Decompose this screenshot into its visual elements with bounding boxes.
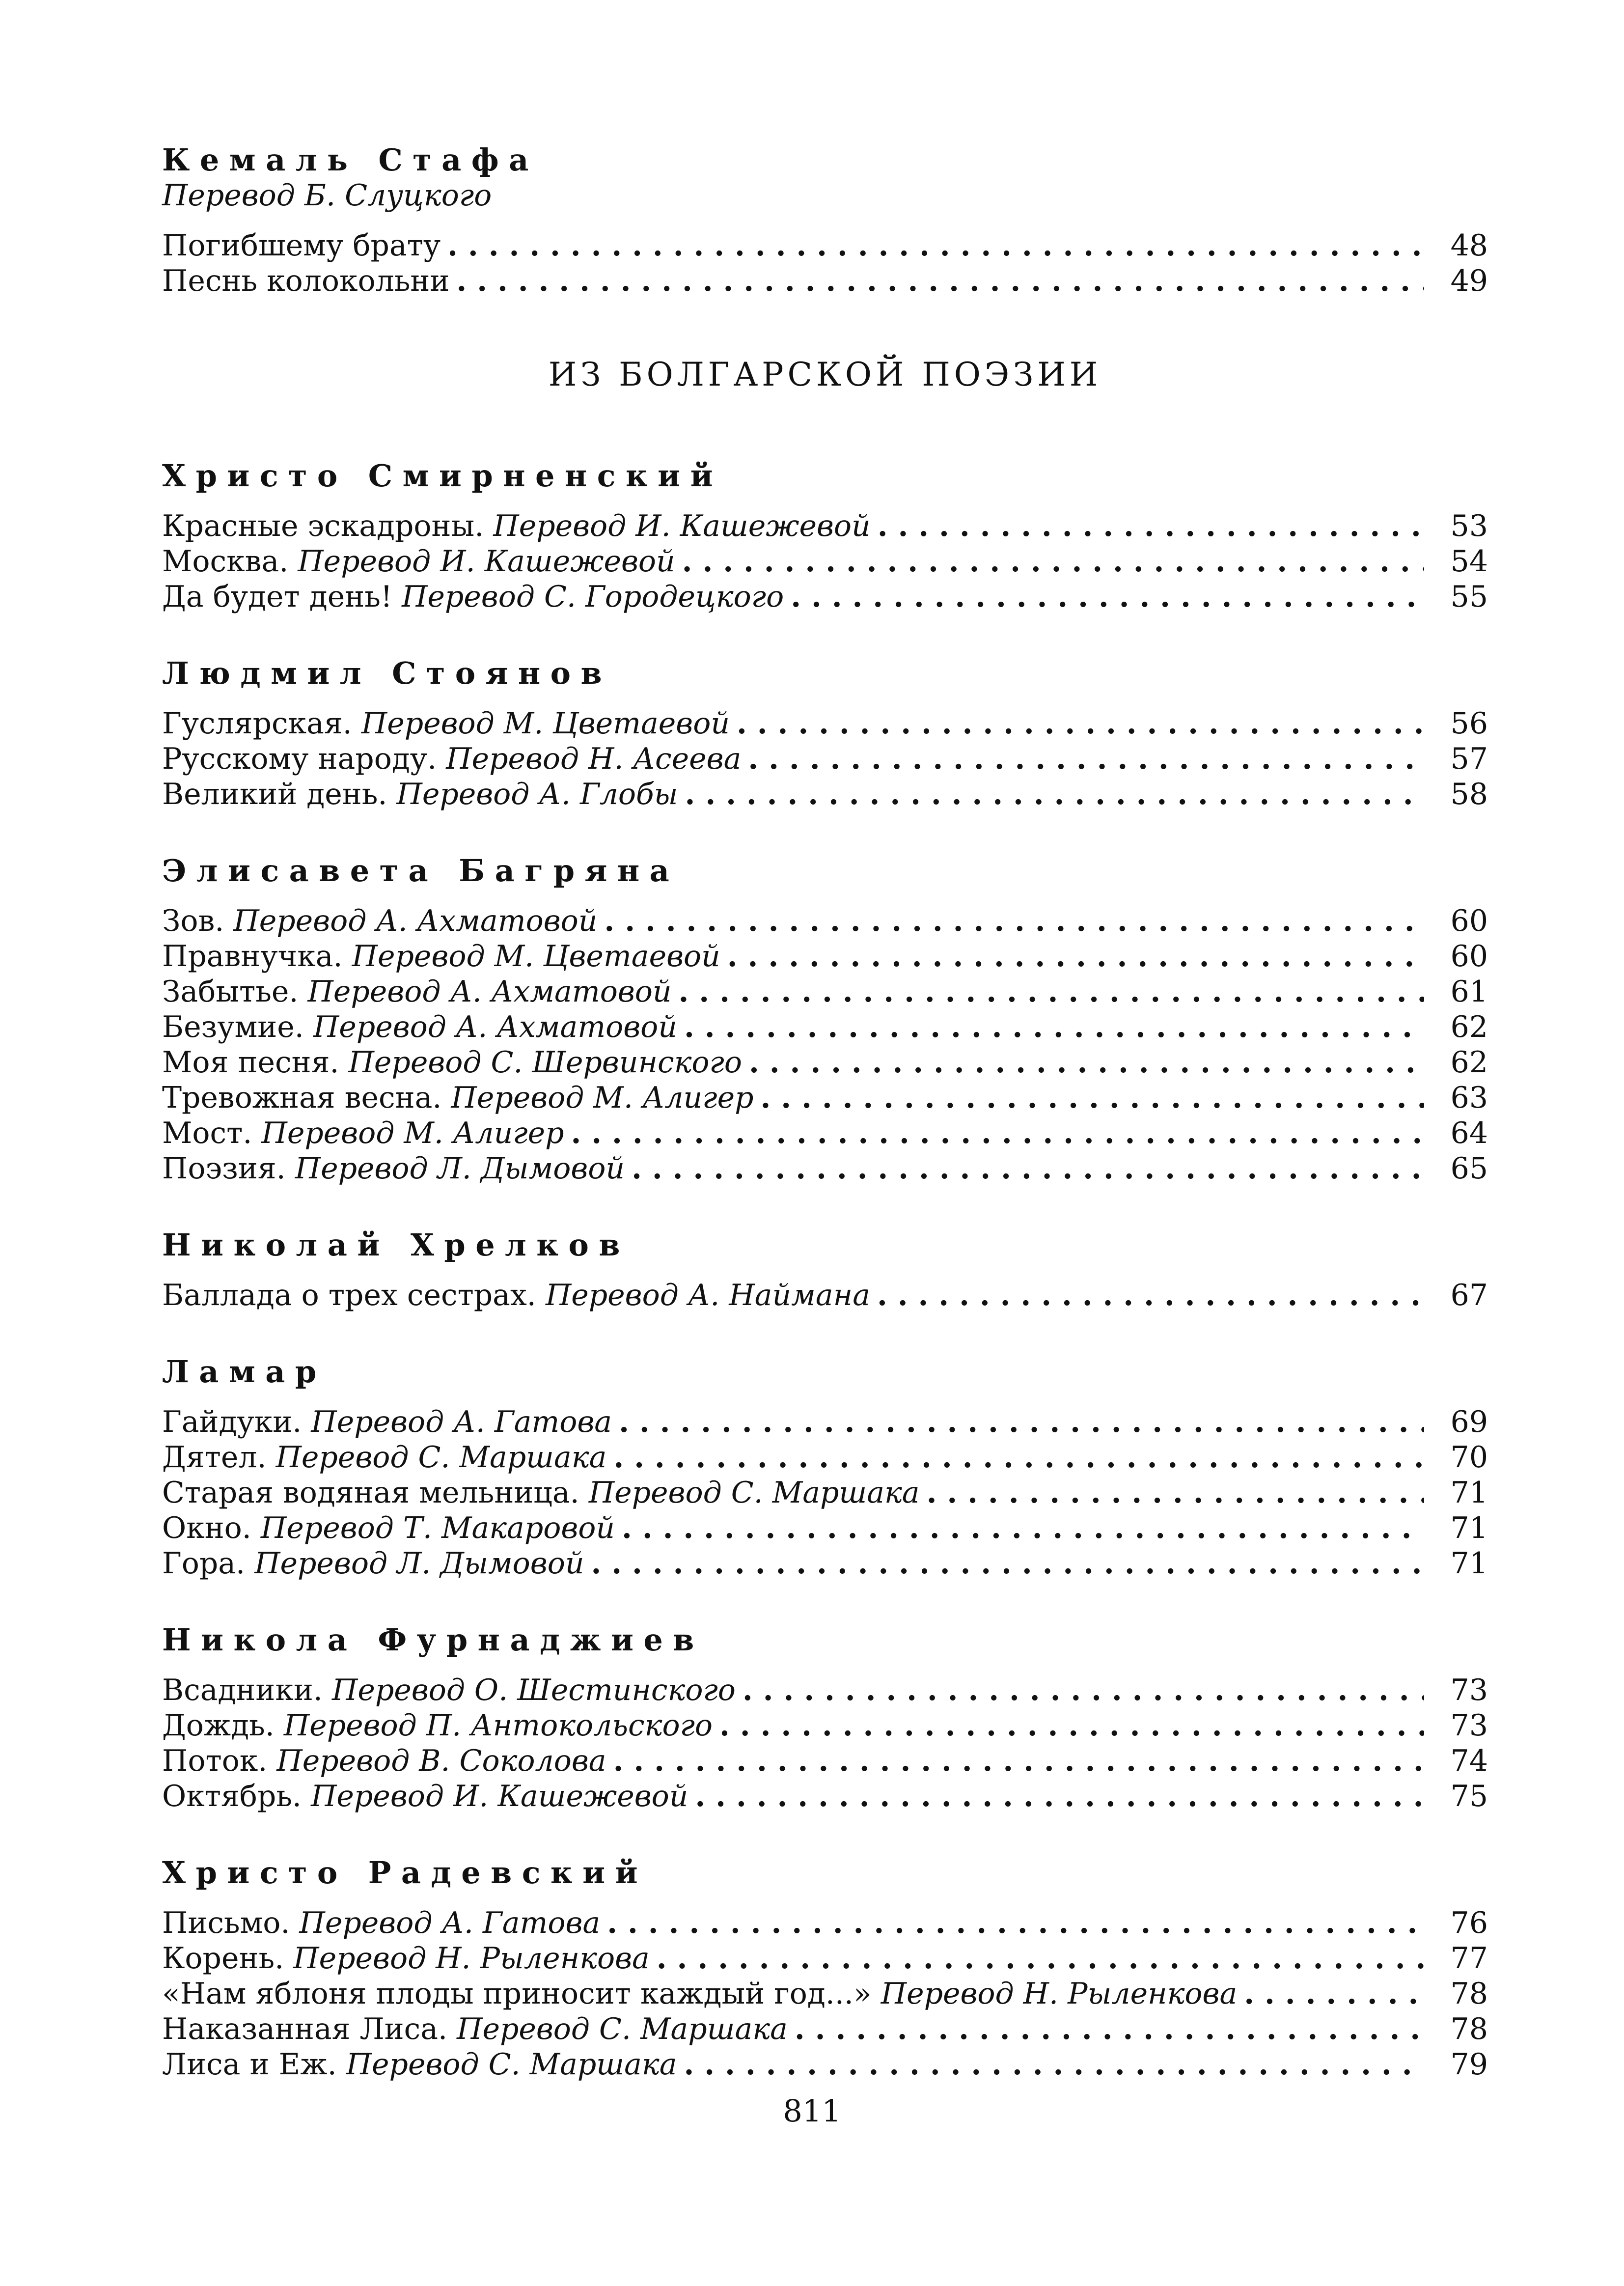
entry-translator: Перевод Н. Рыленкова [293,1941,650,1976]
page-number: 78 [1450,1977,1488,2011]
entry-translator: Перевод А. Гатова [299,1906,601,1940]
page-number: 67 [1450,1278,1488,1312]
section-gap [162,1186,1488,1227]
entry-translator: Перевод О. Шестинского [332,1673,736,1707]
entry-translator: Перевод С. Маршака [457,2012,788,2046]
entry-translator: Перевод С. Маршака [588,1476,920,1510]
toc-entry[interactable] [162,1404,1488,1440]
entry-translator: Перевод И. Кашежевой [493,509,871,543]
toc-entry[interactable] [162,544,1488,579]
entry-title: Старая водяная мельница. Перевод С. Маршака [162,1476,920,1510]
entry-title: Правнучка. Перевод М. Цветаевой [162,939,720,974]
entry-title: Тревожная весна. Перевод М. Алигер [162,1081,754,1115]
entry-translator: Перевод С. Городецкого [402,580,784,614]
author-heading: Элисавета Багряна [162,853,680,889]
dot-leader [619,1404,1424,1440]
dot-leader [604,903,1424,939]
page-number: 62 [1450,1045,1488,1080]
page-number: 58 [1450,777,1488,811]
dot-leader [749,1045,1424,1080]
entry-title: Наказанная Лиса. Перевод С. Маршака [162,2012,788,2046]
dot-leader [684,2047,1425,2082]
toc-entry[interactable] [162,974,1488,1009]
entry-title: Поэзия. Перевод Л. Дымовой [162,1151,625,1186]
dot-leader [657,1941,1424,1976]
author-heading: Ламар [162,1354,327,1390]
entry-translator: Перевод Л. Дымовой [254,1546,584,1581]
page-number: 76 [1450,1906,1488,1940]
toc-entry[interactable] [162,1151,1488,1186]
dot-leader [878,508,1424,544]
entry-title: Песнь колокольни [162,264,450,298]
dot-leader [682,544,1424,579]
translator-line: Перевод Б. Слуцкого [162,178,492,213]
entry-translator: Перевод А. Ахматовой [233,904,598,938]
dot-leader [571,1115,1425,1151]
entry-translator: Перевод И. Кашежевой [311,1779,688,1813]
entry-title: Письмо. Перевод А. Гатова [162,1906,601,1940]
toc-entry[interactable] [162,1080,1488,1115]
toc-section-kemal-stafa [162,142,1488,299]
entry-title: Дятел. Перевод С. Маршака [162,1440,607,1475]
part-title: ИЗ БОЛГАРСКОЙ ПОЭЗИИ [548,356,1102,393]
entry-list [162,903,1488,1186]
page-number: 79 [1450,2047,1488,2082]
toc-section [162,853,1488,1186]
dot-leader [695,1779,1424,1814]
page-number: 74 [1450,1744,1488,1778]
toc-entry[interactable] [162,228,1488,263]
dot-leader [607,1905,1424,1941]
toc-entry[interactable] [162,2047,1488,2082]
toc-entry[interactable] [162,706,1488,741]
page-number: 53 [1450,509,1488,543]
entry-list [162,1905,1488,2082]
dot-leader [877,1278,1424,1313]
toc-entry[interactable] [162,1440,1488,1475]
toc-entry[interactable] [162,1673,1488,1708]
entry-title: Москва. Перевод И. Кашежевой [162,544,675,579]
entry-title: Поток. Перевод В. Соколова [162,1744,606,1778]
entry-title: Гайдуки. Перевод А. Гатова [162,1405,612,1439]
entry-title: Дождь. Перевод П. Антокольского [162,1708,713,1743]
toc-section [162,656,1488,812]
toc-entry[interactable] [162,1115,1488,1151]
toc-entry[interactable] [162,903,1488,939]
entry-title: Русскому народу. Перевод Н. Асеева [162,742,742,776]
entry-title: Окно. Перевод Т. Макаровой [162,1511,615,1545]
entry-list [162,706,1488,812]
toc-section [162,1227,1488,1313]
page-number: 63 [1450,1081,1488,1115]
entry-title: Лиса и Еж. Перевод С. Маршака [162,2047,677,2082]
toc-entry[interactable] [162,1941,1488,1976]
page-number: 70 [1450,1440,1488,1475]
page-number: 71 [1450,1511,1488,1545]
dot-leader [613,1743,1424,1779]
dot-leader [743,1673,1424,1708]
entry-translator: Перевод С. Маршака [275,1440,607,1475]
entry-list [162,1673,1488,1814]
page-number: 73 [1450,1708,1488,1743]
toc-page [162,142,1488,2082]
dot-leader [748,741,1424,777]
entry-title: Зов. Перевод А. Ахматовой [162,904,598,938]
page-number: 71 [1450,1476,1488,1510]
entry-translator: Перевод А. Ахматовой [313,1010,677,1044]
toc-section [162,1354,1488,1581]
entry-translator: Перевод С. Маршака [346,2047,677,2082]
toc-entry[interactable] [162,1045,1488,1080]
page-number: 77 [1450,1941,1488,1976]
toc-entry[interactable] [162,1779,1488,1814]
page-number: 48 [1450,228,1488,263]
page-number: 75 [1450,1779,1488,1813]
entry-title: Безумие. Перевод А. Ахматовой [162,1010,677,1044]
entry-title: Октябрь. Перевод И. Кашежевой [162,1779,688,1813]
entry-title: Да будет день! Перевод С. Городецкого [162,580,784,614]
author-heading: Христо Смирненский [162,458,723,494]
entry-translator: Перевод А. Ахматовой [307,975,672,1009]
dot-leader [679,974,1424,1009]
toc-entry[interactable] [162,263,1488,299]
entry-translator: Перевод М. Цветаевой [361,706,730,741]
entry-translator: Перевод А. Глобы [396,777,678,811]
author-heading: Людмил Стоянов [162,655,612,691]
entry-title: Красные эскадроны. Перевод И. Кашежевой [162,509,871,543]
section-gap [162,1814,1488,1855]
toc-section [162,1622,1488,1814]
entry-title: Гуслярская. Перевод М. Цветаевой [162,706,730,741]
page-number: 65 [1450,1151,1488,1186]
page-number: 55 [1450,580,1488,614]
page-number: 57 [1450,742,1488,776]
toc-entry[interactable] [162,1546,1488,1581]
dot-leader [685,777,1424,812]
dot-leader [791,579,1424,614]
dot-leader [795,2011,1424,2047]
page-number: 69 [1450,1405,1488,1439]
page-folio: 811 [783,2093,841,2129]
toc-entry[interactable] [162,1009,1488,1045]
dot-leader [447,228,1424,263]
entry-translator: Перевод А. Гатова [311,1405,612,1439]
toc-entry[interactable] [162,1976,1488,2011]
author-heading: Кемаль Стафа [162,142,539,178]
entry-title: Корень. Перевод Н. Рыленкова [162,1941,650,1976]
entry-translator: Перевод Л. Дымовой [295,1151,625,1186]
toc-section [162,1855,1488,2082]
entry-list [162,508,1488,614]
dot-leader [1244,1976,1424,2011]
toc-entry[interactable] [162,2011,1488,2047]
entry-translator: Перевод М. Алигер [261,1116,564,1150]
entry-title: Всадники. Перевод О. Шестинского [162,1673,736,1707]
entry-list [162,228,1488,299]
toc-entry[interactable] [162,777,1488,812]
entry-translator: Перевод П. Антокольского [283,1708,713,1743]
author-heading: Никола Фурнаджиев [162,1622,704,1658]
entry-title: Забытье. Перевод А. Ахматовой [162,975,672,1009]
page-number: 73 [1450,1673,1488,1707]
dot-leader [727,939,1424,974]
entry-title: Великий день. Перевод А. Глобы [162,777,678,811]
toc-entry[interactable] [162,1278,1488,1313]
entry-translator: Перевод М. Цветаевой [352,939,720,974]
toc-entry[interactable] [162,1475,1488,1510]
dot-leader [684,1009,1424,1045]
page-number: 54 [1450,544,1488,579]
dot-leader [719,1708,1424,1743]
entry-translator: Перевод В. Соколова [276,1744,606,1778]
entry-list [162,1404,1488,1581]
toc-entry[interactable] [162,741,1488,777]
entry-list [162,1278,1488,1313]
entry-title: Мост. Перевод М. Алигер [162,1116,564,1150]
page-number: 78 [1450,2012,1488,2046]
dot-leader [761,1080,1424,1115]
entry-translator: Перевод Н. Рыленкова [881,1977,1238,2011]
page-number: 56 [1450,706,1488,741]
entry-translator: Перевод И. Кашежевой [298,544,675,579]
author-heading: Николай Хрелков [162,1227,630,1263]
author-sections [162,458,1488,2082]
entry-title: Баллада о трех сестрах. Перевод А. Наймана [162,1278,870,1312]
section-gap [162,1581,1488,1622]
toc-entry[interactable] [162,1743,1488,1779]
dot-leader [613,1440,1424,1475]
author-heading: Христо Радевский [162,1855,648,1891]
page-number: 64 [1450,1116,1488,1150]
dot-leader [591,1546,1425,1581]
page-number: 49 [1450,264,1488,298]
toc-entry[interactable] [162,579,1488,614]
dot-leader [456,263,1424,299]
page-number: 62 [1450,1010,1488,1044]
dot-leader [927,1475,1424,1510]
dot-leader [737,706,1424,741]
dot-leader [632,1151,1424,1186]
section-gap [162,1313,1488,1354]
page-number: 60 [1450,904,1488,938]
toc-entry[interactable] [162,1510,1488,1546]
entry-title: Моя песня. Перевод С. Шервинского [162,1045,742,1080]
page-number: 60 [1450,939,1488,974]
toc-entry[interactable] [162,939,1488,974]
toc-entry[interactable] [162,508,1488,544]
entry-translator: Перевод А. Наймана [545,1278,870,1312]
section-gap [162,614,1488,656]
dot-leader [622,1510,1424,1546]
toc-section [162,458,1488,614]
entry-title: Погибшему брату [162,228,441,263]
page-number: 71 [1450,1546,1488,1581]
entry-translator: Перевод Н. Асеева [446,742,742,776]
page-number: 61 [1450,975,1488,1009]
entry-translator: Перевод Т. Макаровой [260,1511,615,1545]
entry-title: «Нам яблоня плоды приносит каждый год...» Перевод Н. Рыленкова [162,1977,1238,2011]
entry-title: Гора. Перевод Л. Дымовой [162,1546,584,1581]
toc-entry[interactable] [162,1708,1488,1743]
toc-entry[interactable] [162,1905,1488,1941]
section-gap [162,812,1488,853]
entry-translator: Перевод М. Алигер [451,1081,754,1115]
entry-translator: Перевод С. Шервинского [348,1045,742,1080]
